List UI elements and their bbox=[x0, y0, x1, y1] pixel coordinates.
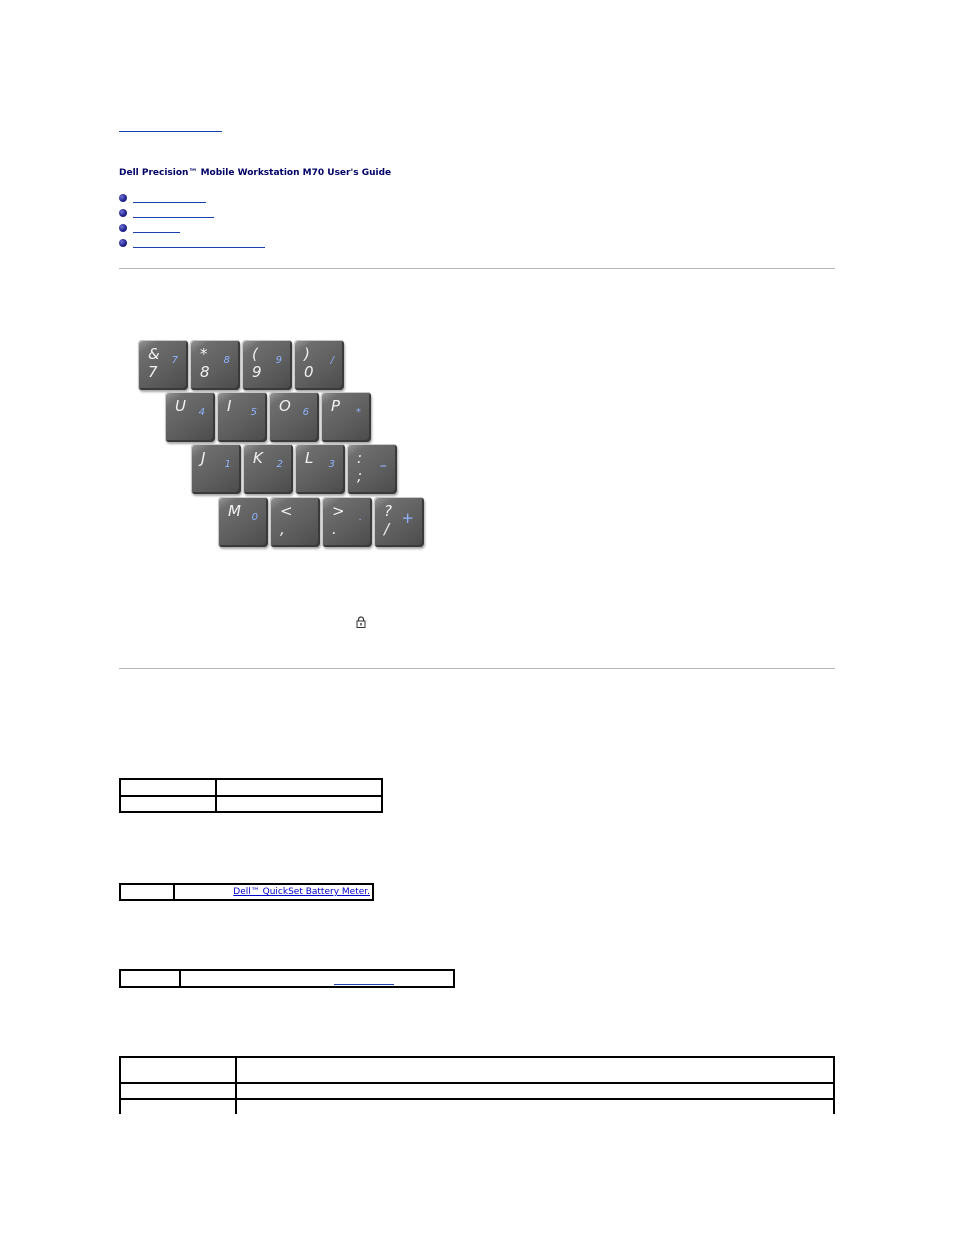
keypad-key bbox=[270, 497, 320, 547]
key-label-lower: , bbox=[280, 520, 285, 538]
key-label-num: 4 bbox=[198, 407, 205, 418]
table-row bbox=[120, 1099, 834, 1114]
table-4 bbox=[119, 1056, 835, 1114]
table-3 bbox=[119, 969, 455, 988]
toc-link-3[interactable] bbox=[133, 231, 180, 233]
table-row bbox=[120, 970, 454, 987]
key-label-num: 3 bbox=[328, 459, 335, 470]
keypad-key bbox=[138, 340, 188, 390]
divider bbox=[119, 268, 835, 269]
keypad-key bbox=[269, 392, 319, 442]
key-label-upper: > bbox=[332, 502, 345, 520]
key-label-upper: & bbox=[148, 345, 160, 363]
table-cell bbox=[120, 1057, 236, 1083]
keypad-key bbox=[190, 340, 240, 390]
key-label-num: . bbox=[358, 512, 362, 523]
key-label-num: / bbox=[330, 355, 334, 366]
table-cell bbox=[120, 1099, 236, 1114]
keypad-key bbox=[165, 392, 215, 442]
key-label-num: 6 bbox=[302, 407, 309, 418]
keypad-key bbox=[191, 444, 241, 494]
bullet-icon bbox=[119, 209, 127, 217]
battery-meter-link[interactable]: Dell™ QuickSet Battery Meter. bbox=[233, 887, 370, 897]
key-label-upper: L bbox=[305, 449, 314, 467]
keypad-key bbox=[242, 340, 292, 390]
key-label-upper: P bbox=[331, 397, 341, 415]
key-label-lower: . bbox=[332, 520, 337, 538]
table-cell bbox=[120, 796, 216, 812]
bullet-icon bbox=[119, 194, 127, 202]
guide-title: Dell Precision™ Mobile Workstation M70 User's Guide bbox=[119, 168, 392, 178]
key-label-num: 9 bbox=[275, 355, 282, 366]
keypad-key bbox=[295, 444, 345, 494]
key-label-lower: 8 bbox=[200, 363, 210, 381]
table-cell bbox=[236, 1057, 834, 1083]
key-label-upper: ? bbox=[384, 502, 392, 520]
inline-link[interactable] bbox=[334, 983, 394, 985]
key-label-num: 8 bbox=[223, 355, 230, 366]
bullet-icon bbox=[119, 224, 127, 232]
table-cell bbox=[120, 884, 174, 900]
key-label-num: – bbox=[379, 456, 387, 474]
table-1 bbox=[119, 778, 383, 813]
key-label-upper: ( bbox=[252, 345, 258, 363]
key-label-upper: J bbox=[201, 449, 206, 467]
toc-link-2[interactable] bbox=[133, 216, 214, 218]
table-cell bbox=[236, 1083, 834, 1099]
key-label-lower: ; bbox=[357, 467, 363, 485]
key-label-num: 5 bbox=[250, 407, 257, 418]
table-cell bbox=[120, 779, 216, 796]
table-cell bbox=[120, 1083, 236, 1099]
key-label-upper: I bbox=[227, 397, 232, 415]
keypad-key bbox=[294, 340, 344, 390]
table-cell bbox=[120, 970, 180, 987]
keypad-key bbox=[217, 392, 267, 442]
key-label-num: 0 bbox=[251, 512, 258, 523]
key-label-upper: ) bbox=[304, 345, 310, 363]
divider bbox=[119, 668, 835, 669]
key-label-upper: < bbox=[280, 502, 293, 520]
table-row bbox=[120, 796, 382, 812]
key-label-upper: U bbox=[175, 397, 186, 415]
key-label-num: 2 bbox=[276, 459, 283, 470]
key-label-upper: K bbox=[253, 449, 263, 467]
keypad-key bbox=[322, 497, 372, 547]
keypad-key bbox=[347, 444, 397, 494]
key-label-upper: * bbox=[200, 345, 208, 363]
key-label-lower: / bbox=[384, 520, 390, 538]
lock-icon bbox=[356, 616, 366, 628]
table-cell bbox=[216, 779, 382, 796]
keypad-key bbox=[321, 392, 371, 442]
key-label-lower: 9 bbox=[252, 363, 262, 381]
table-cell bbox=[236, 1099, 834, 1114]
table-cell bbox=[180, 970, 454, 987]
key-label-num: + bbox=[401, 509, 414, 527]
toc-link-1[interactable] bbox=[133, 201, 206, 203]
table-cell bbox=[216, 796, 382, 812]
keypad-key bbox=[243, 444, 293, 494]
keypad-key bbox=[218, 497, 268, 547]
table-2 bbox=[119, 883, 374, 901]
table-row bbox=[120, 884, 373, 900]
top-link[interactable] bbox=[119, 130, 222, 132]
key-label-num: 7 bbox=[171, 355, 178, 366]
key-label-lower: 7 bbox=[148, 363, 158, 381]
key-label-upper: M bbox=[228, 502, 241, 520]
key-label-num: * bbox=[356, 407, 361, 418]
key-label-num: 1 bbox=[224, 459, 231, 470]
keypad-key bbox=[374, 497, 424, 547]
table-row bbox=[120, 1057, 834, 1083]
key-label-upper: : bbox=[357, 449, 363, 467]
table-row bbox=[120, 779, 382, 796]
bullet-icon bbox=[119, 239, 127, 247]
table-4-clip bbox=[119, 1056, 837, 1114]
key-label-lower: 0 bbox=[304, 363, 314, 381]
key-label-upper: O bbox=[279, 397, 291, 415]
table-cell bbox=[174, 884, 373, 900]
table-row bbox=[120, 1083, 834, 1099]
toc-link-4[interactable] bbox=[133, 246, 265, 248]
